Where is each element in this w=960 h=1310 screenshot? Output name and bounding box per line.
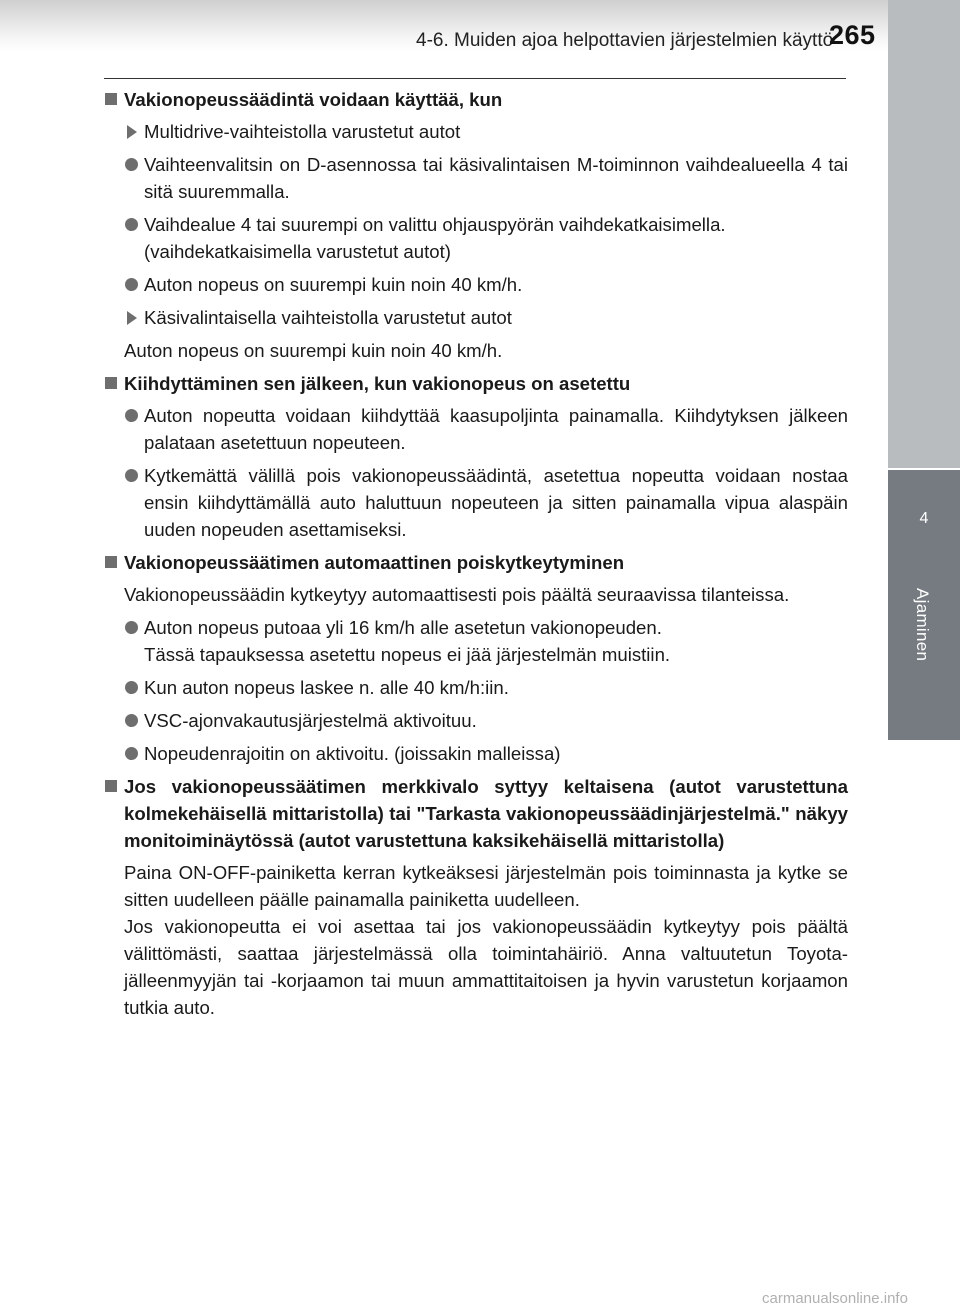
bullet-item	[104, 674, 848, 701]
side-tab-number: 4	[919, 510, 929, 527]
item-text: Kun auton nopeus laskee n. alle 40 km/h:iin.	[144, 677, 509, 698]
item-text: Auton nopeutta voidaan kiihdyttää kaasupoljinta painamalla. Kiihdytyksen jälkeen palataan asetettuun nopeuteen.	[144, 405, 848, 453]
bullet-dot-icon	[125, 681, 138, 694]
item-text: Vaihteenvalitsin on D-asennossa tai käsivalintaisen M-toiminnon vaihdealueella 4 tai sitä suuremmalla.	[144, 154, 848, 202]
chapter-side-tab	[888, 470, 960, 740]
section-heading-text: Kiihdyttäminen sen jälkeen, kun vakionopeus on asetettu	[124, 373, 631, 394]
bullet-item	[104, 614, 848, 668]
body-paragraph: Auton nopeus on suurempi kuin noin 40 km/h.	[124, 340, 503, 361]
chapter-title: 4-6. Muiden ajoa helpottavien järjestelmien käyttö	[416, 30, 834, 51]
sub-heading-item	[104, 118, 848, 145]
item-text: Kytkemättä välillä pois vakionopeussäädintä, asetettua nopeutta voidaan nostaa ensin kiihdyttämällä auto haluttuun nopeuteen ja sitten painamalla vipua alaspäin uuden nopeuden asettamiseksi.	[144, 465, 848, 540]
bullet-item	[104, 707, 848, 734]
bullet-dot-icon	[125, 158, 138, 171]
bullet-dot-icon	[125, 469, 138, 482]
item-text: Multidrive-vaihteistolla varustetut autot	[144, 121, 461, 142]
section-heading	[104, 370, 848, 397]
bullet-dot-icon	[125, 218, 138, 231]
watermark: carmanualsonline.info	[762, 1290, 908, 1307]
bullet-dot-icon	[125, 409, 138, 422]
section-heading	[104, 86, 848, 113]
section-heading	[104, 549, 848, 576]
item-text: Käsivalintaisella vaihteistolla varustetut autot	[144, 307, 512, 328]
item-text: VSC-ajonvakautusjärjestelmä aktivoituu.	[144, 710, 477, 731]
bullet-item	[104, 740, 848, 767]
bullet-dot-icon	[125, 747, 138, 760]
bullet-item	[104, 402, 848, 456]
side-tab-label: Ajaminen	[913, 588, 932, 662]
section-heading-text: Vakionopeussäätimen automaattinen poiskytkeytyminen	[124, 552, 625, 573]
square-bullet-icon	[105, 93, 117, 105]
triangle-marker-icon	[127, 125, 137, 139]
bullet-dot-icon	[125, 278, 138, 291]
header-rule	[104, 78, 846, 79]
triangle-marker-icon	[127, 311, 137, 325]
page-number: 265	[829, 20, 876, 50]
square-bullet-icon	[105, 780, 117, 792]
body-paragraph: Vakionopeussäädin kytkeytyy automaattisesti pois päältä seuraavissa tilanteissa.	[124, 584, 790, 605]
bullet-item	[104, 211, 848, 265]
sub-heading-item	[104, 304, 848, 331]
bullet-item	[104, 462, 848, 543]
bullet-dot-icon	[125, 621, 138, 634]
item-text: Vaihdealue 4 tai suurempi on valittu ohjauspyörän vaihdekatkaisimella. (vaihdekatkaisimella varustetut autot)	[144, 214, 726, 262]
bullet-item	[104, 271, 848, 298]
item-text: Auton nopeus on suurempi kuin noin 40 km/h.	[144, 274, 523, 295]
square-bullet-icon	[105, 556, 117, 568]
bullet-item	[104, 151, 848, 205]
item-text: Nopeudenrajoitin on aktivoitu. (joissakin malleissa)	[144, 743, 561, 764]
section-heading	[104, 773, 848, 854]
item-text: Auton nopeus putoaa yli 16 km/h alle asetetun vakionopeuden. Tässä tapauksessa asetettu nopeus ei jää järjestelmän muistiin.	[144, 617, 671, 665]
body-paragraph: Paina ON-OFF-painiketta kerran kytkeäksesi järjestelmän pois toiminnasta ja kytke se sitten uudelleen päälle painamalla painiketta uudelleen. Jos vakionopeutta ei voi asettaa tai jos vakionopeussäädin kytkeytyy pois päältä välittömästi, saattaa järjestelmässä olla toimintahäiriö. Anna valtuutetun Toyota-jälleenmyyjän tai -korjaamon tai muun ammattitaitoisen ja hyvin varustetun korjaamon tutkia auto.	[124, 862, 848, 1018]
section-heading-text: Vakionopeussäädintä voidaan käyttää, kun	[124, 89, 503, 110]
side-tab-upper	[888, 0, 960, 468]
section-heading-text: Jos vakionopeussäätimen merkkivalo syttyy keltaisena (autot varustettuna kolmekehäisellä mittaristolla) tai "Tarkasta vakionopeussäädinjärjestelmä." näkyy monitoiminäytössä (autot varustettuna kaksikehäisellä mittaristolla)	[124, 776, 848, 851]
bullet-dot-icon	[125, 714, 138, 727]
square-bullet-icon	[105, 377, 117, 389]
page-content	[104, 86, 848, 1027]
